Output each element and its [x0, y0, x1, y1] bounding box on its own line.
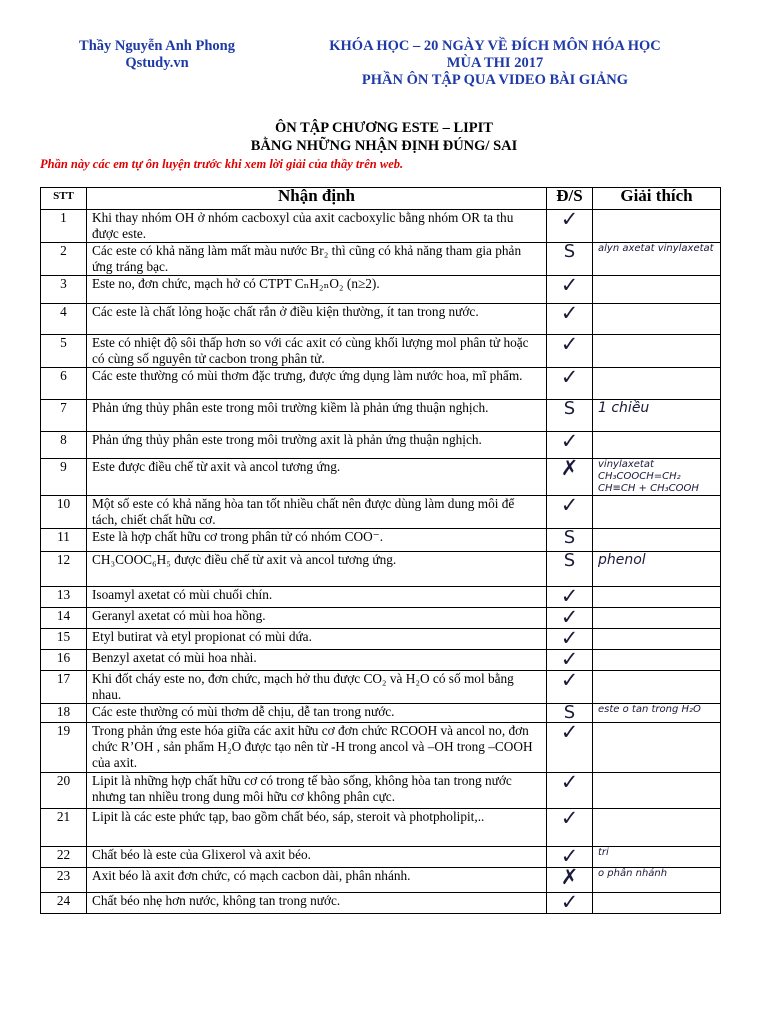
row-mark — [547, 400, 593, 432]
table-row — [41, 243, 721, 276]
row-statement: Lipit là các este phức tạp, bao gồm chất béo, sáp, steroit và photpholipit,.. — [87, 809, 547, 847]
row-mark — [547, 365, 593, 400]
row-explanation — [593, 704, 721, 723]
doc-title-1: ÔN TẬP CHƯƠNG ESTE – LIPIT — [275, 120, 493, 136]
false-mark: S — [563, 702, 576, 723]
row-mark — [547, 720, 593, 773]
row-statement: Các este là chất lỏng hoặc chất rắn ở điều kiện thường, ít tan trong nước. — [87, 304, 547, 335]
row-number: 12 — [41, 552, 87, 587]
header-explain: Giải thích — [593, 188, 721, 210]
row-statement: Este có nhiệt độ sôi thấp hơn so với các axit có cùng khối lượng mol phân tử hoặc có cùng số nguyên tử cacbon trong phân tử. — [87, 335, 547, 368]
header-right — [300, 38, 690, 89]
table-row — [41, 629, 721, 650]
handwritten-note: este o tan trong H₂O — [598, 704, 701, 715]
cross-icon: ✗ — [560, 865, 579, 889]
table-row — [41, 304, 721, 335]
handwritten-note: tri — [598, 847, 609, 858]
checkmark-icon: ✓ — [560, 647, 579, 671]
row-explanation — [593, 552, 721, 587]
row-number: 11 — [41, 529, 87, 552]
table-row — [41, 459, 721, 496]
table-row — [41, 893, 721, 914]
row-explanation — [593, 243, 721, 276]
handwritten-note: o phân nhánh — [598, 868, 668, 879]
row-explanation — [593, 809, 721, 847]
row-mark — [547, 770, 593, 809]
checkmark-icon: ✓ — [560, 207, 579, 231]
handwritten-note: 1 chiều — [598, 400, 650, 416]
row-explanation — [593, 304, 721, 335]
row-number: 13 — [41, 587, 87, 608]
row-statement: Khi thay nhóm OH ở nhóm cacboxyl của axit cacboxylic bằng nhóm OR ta thu được este. — [87, 210, 547, 243]
table-row — [41, 671, 721, 704]
section-title: PHẦN ÔN TẬP QUA VIDEO BÀI GIẢNG — [361, 72, 629, 88]
row-statement: Lipit là những hợp chất hữu cơ có trong tế bào sống, không hòa tan trong nước nhưng tan nhiều trong dung môi hữu cơ không phân cực. — [87, 773, 547, 809]
row-mark — [547, 552, 593, 587]
row-number: 24 — [41, 893, 87, 914]
row-statement: Este là hợp chất hữu cơ trong phân tử có nhóm COO⁻. — [87, 529, 547, 552]
row-explanation — [593, 608, 721, 629]
false-mark: S — [563, 398, 576, 419]
table-row — [41, 335, 721, 368]
row-statement: Chất béo nhẹ hơn nước, không tan trong nước. — [87, 893, 547, 914]
row-number: 23 — [41, 868, 87, 893]
checkmark-icon: ✓ — [560, 332, 579, 356]
row-explanation — [593, 650, 721, 671]
row-number: 4 — [41, 304, 87, 335]
cross-icon: ✗ — [560, 456, 579, 480]
row-statement: Benzyl axetat có mùi hoa nhài. — [87, 650, 547, 671]
row-number: 17 — [41, 671, 87, 704]
row-number: 16 — [41, 650, 87, 671]
row-explanation — [593, 723, 721, 773]
row-explanation — [593, 210, 721, 243]
row-explanation — [593, 400, 721, 432]
row-number: 21 — [41, 809, 87, 847]
row-explanation — [593, 671, 721, 704]
row-explanation — [593, 587, 721, 608]
row-number: 15 — [41, 629, 87, 650]
row-statement: Các este thường có mùi thơm đặc trưng, được ứng dụng làm nước hoa, mĩ phẩm. — [87, 368, 547, 400]
checkmark-icon: ✓ — [560, 301, 579, 325]
row-number: 6 — [41, 368, 87, 400]
row-number: 18 — [41, 704, 87, 723]
checkmark-icon: ✓ — [560, 890, 579, 914]
checkmark-icon: ✓ — [560, 273, 579, 297]
table-row — [41, 432, 721, 459]
table-row — [41, 650, 721, 671]
row-explanation — [593, 529, 721, 552]
row-mark — [547, 301, 593, 335]
row-number: 3 — [41, 276, 87, 304]
row-mark — [547, 529, 593, 552]
row-statement: Etyl butirat và etyl propionat có mùi dứa. — [87, 629, 547, 650]
row-explanation — [593, 629, 721, 650]
table-row — [41, 552, 721, 587]
checkmark-icon: ✓ — [560, 844, 579, 868]
row-number: 2 — [41, 243, 87, 276]
row-explanation — [593, 496, 721, 529]
row-mark — [547, 806, 593, 847]
table-row — [41, 400, 721, 432]
row-mark — [547, 429, 593, 459]
row-statement: Khi đốt cháy este no, đơn chức, mạch hở thu được CO₂ và H₂O có số mol bằng nhau. — [87, 671, 547, 704]
row-statement: Một số este có khả năng hòa tan tốt nhiều chất nên được dùng làm dung môi để tách, chiết chất hữu cơ. — [87, 496, 547, 529]
row-number: 8 — [41, 432, 87, 459]
row-explanation — [593, 368, 721, 400]
row-mark — [547, 456, 593, 496]
row-mark — [547, 865, 593, 893]
row-statement: Axit béo là axit đơn chức, có mạch cacbon dài, phân nhánh. — [87, 868, 547, 893]
checkmark-icon: ✓ — [560, 365, 579, 389]
course-title: KHÓA HỌC – 20 NGÀY VỀ ĐÍCH MÔN HÓA HỌC — [329, 38, 661, 54]
handwritten-note: vinylaxetat CH₃COOCH=CH₂ CH≡CH + CH₃COOH — [598, 459, 699, 494]
table-row — [41, 723, 721, 773]
table-row — [41, 587, 721, 608]
row-statement: Isoamyl axetat có mùi chuối chín. — [87, 587, 547, 608]
row-statement: Este no, đơn chức, mạch hở có CTPT CₙH₂ₙO₂ (n≥2). — [87, 276, 547, 304]
false-mark: S — [563, 527, 576, 548]
row-statement: Các este thường có mùi thơm dễ chịu, dễ tan trong nước. — [87, 704, 547, 723]
instruction-note: Phần này các em tự ôn luyện trước khi xem lời giải của thầy trên web. — [40, 157, 404, 171]
header-ds: Đ/S — [547, 188, 593, 210]
row-number: 7 — [41, 400, 87, 432]
row-mark — [547, 890, 593, 914]
header-left — [62, 38, 252, 72]
teacher-name: Thầy Nguyễn Anh Phong — [79, 38, 235, 54]
row-explanation — [593, 276, 721, 304]
table-row — [41, 608, 721, 629]
doc-title-2: BẰNG NHỮNG NHẬN ĐỊNH ĐÚNG/ SAI — [250, 138, 518, 154]
row-statement: Các este có khả năng làm mất màu nước Br₂ thì cũng có khả năng tham gia phản ứng tráng bạc. — [87, 243, 547, 276]
row-statement: CH₃COOC₆H₅ được điều chế từ axit và ancol tương ứng. — [87, 552, 547, 587]
row-statement: Este được điều chế từ axit và ancol tương ứng. — [87, 459, 547, 496]
checkmark-icon: ✓ — [560, 668, 579, 692]
row-mark — [547, 332, 593, 368]
table-row — [41, 276, 721, 304]
false-mark: S — [563, 550, 576, 571]
table-row — [41, 529, 721, 552]
table-row — [41, 368, 721, 400]
handwritten-note: alyn axetat vinylaxetat — [598, 243, 714, 254]
checkmark-icon: ✓ — [560, 626, 579, 650]
header-stt: STT — [41, 188, 87, 210]
row-mark — [547, 493, 593, 529]
row-number: 10 — [41, 496, 87, 529]
site-name: Qstudy.vn — [125, 55, 189, 71]
checkmark-icon: ✓ — [560, 806, 579, 830]
checkmark-icon: ✓ — [560, 584, 579, 608]
row-explanation — [593, 432, 721, 459]
checkmark-icon: ✓ — [560, 429, 579, 453]
row-explanation — [593, 847, 721, 868]
row-number: 1 — [41, 210, 87, 243]
row-statement: Phản ứng thủy phân este trong môi trường kiềm là phản ứng thuận nghịch. — [87, 400, 547, 432]
handwritten-note: phenol — [598, 552, 646, 568]
checkmark-icon: ✓ — [560, 720, 579, 744]
statements-table — [40, 187, 721, 914]
row-statement: Geranyl axetat có mùi hoa hồng. — [87, 608, 547, 629]
table-row — [41, 496, 721, 529]
table-row — [41, 868, 721, 893]
table-row — [41, 704, 721, 723]
table-row — [41, 847, 721, 868]
row-mark — [547, 207, 593, 243]
table-row — [41, 773, 721, 809]
header-statement: Nhận định — [87, 188, 547, 210]
row-number: 14 — [41, 608, 87, 629]
row-explanation — [593, 893, 721, 914]
row-statement: Phản ứng thủy phân este trong môi trường axit là phản ứng thuận nghịch. — [87, 432, 547, 459]
false-mark: S — [563, 241, 576, 262]
row-statement: Trong phản ứng este hóa giữa các axit hữu cơ đơn chức RCOOH và ancol no, đơn chức R’OH , sản phẩm H₂O được tạo nên từ -H trong ancol và –OH trong –COOH của axit. — [87, 723, 547, 773]
row-number: 19 — [41, 723, 87, 773]
row-mark — [547, 668, 593, 704]
row-number: 22 — [41, 847, 87, 868]
table-row — [41, 210, 721, 243]
row-number: 20 — [41, 773, 87, 809]
row-statement: Chất béo là este của Glixerol và axit béo. — [87, 847, 547, 868]
row-explanation — [593, 335, 721, 368]
checkmark-icon: ✓ — [560, 770, 579, 794]
row-number: 9 — [41, 459, 87, 496]
table-row — [41, 809, 721, 847]
checkmark-icon: ✓ — [560, 493, 579, 517]
row-explanation — [593, 773, 721, 809]
row-number: 5 — [41, 335, 87, 368]
row-mark — [547, 243, 593, 276]
row-explanation — [593, 868, 721, 893]
season-title: MÙA THI 2017 — [446, 55, 544, 71]
row-mark — [547, 273, 593, 304]
checkmark-icon: ✓ — [560, 605, 579, 629]
row-explanation — [593, 459, 721, 496]
